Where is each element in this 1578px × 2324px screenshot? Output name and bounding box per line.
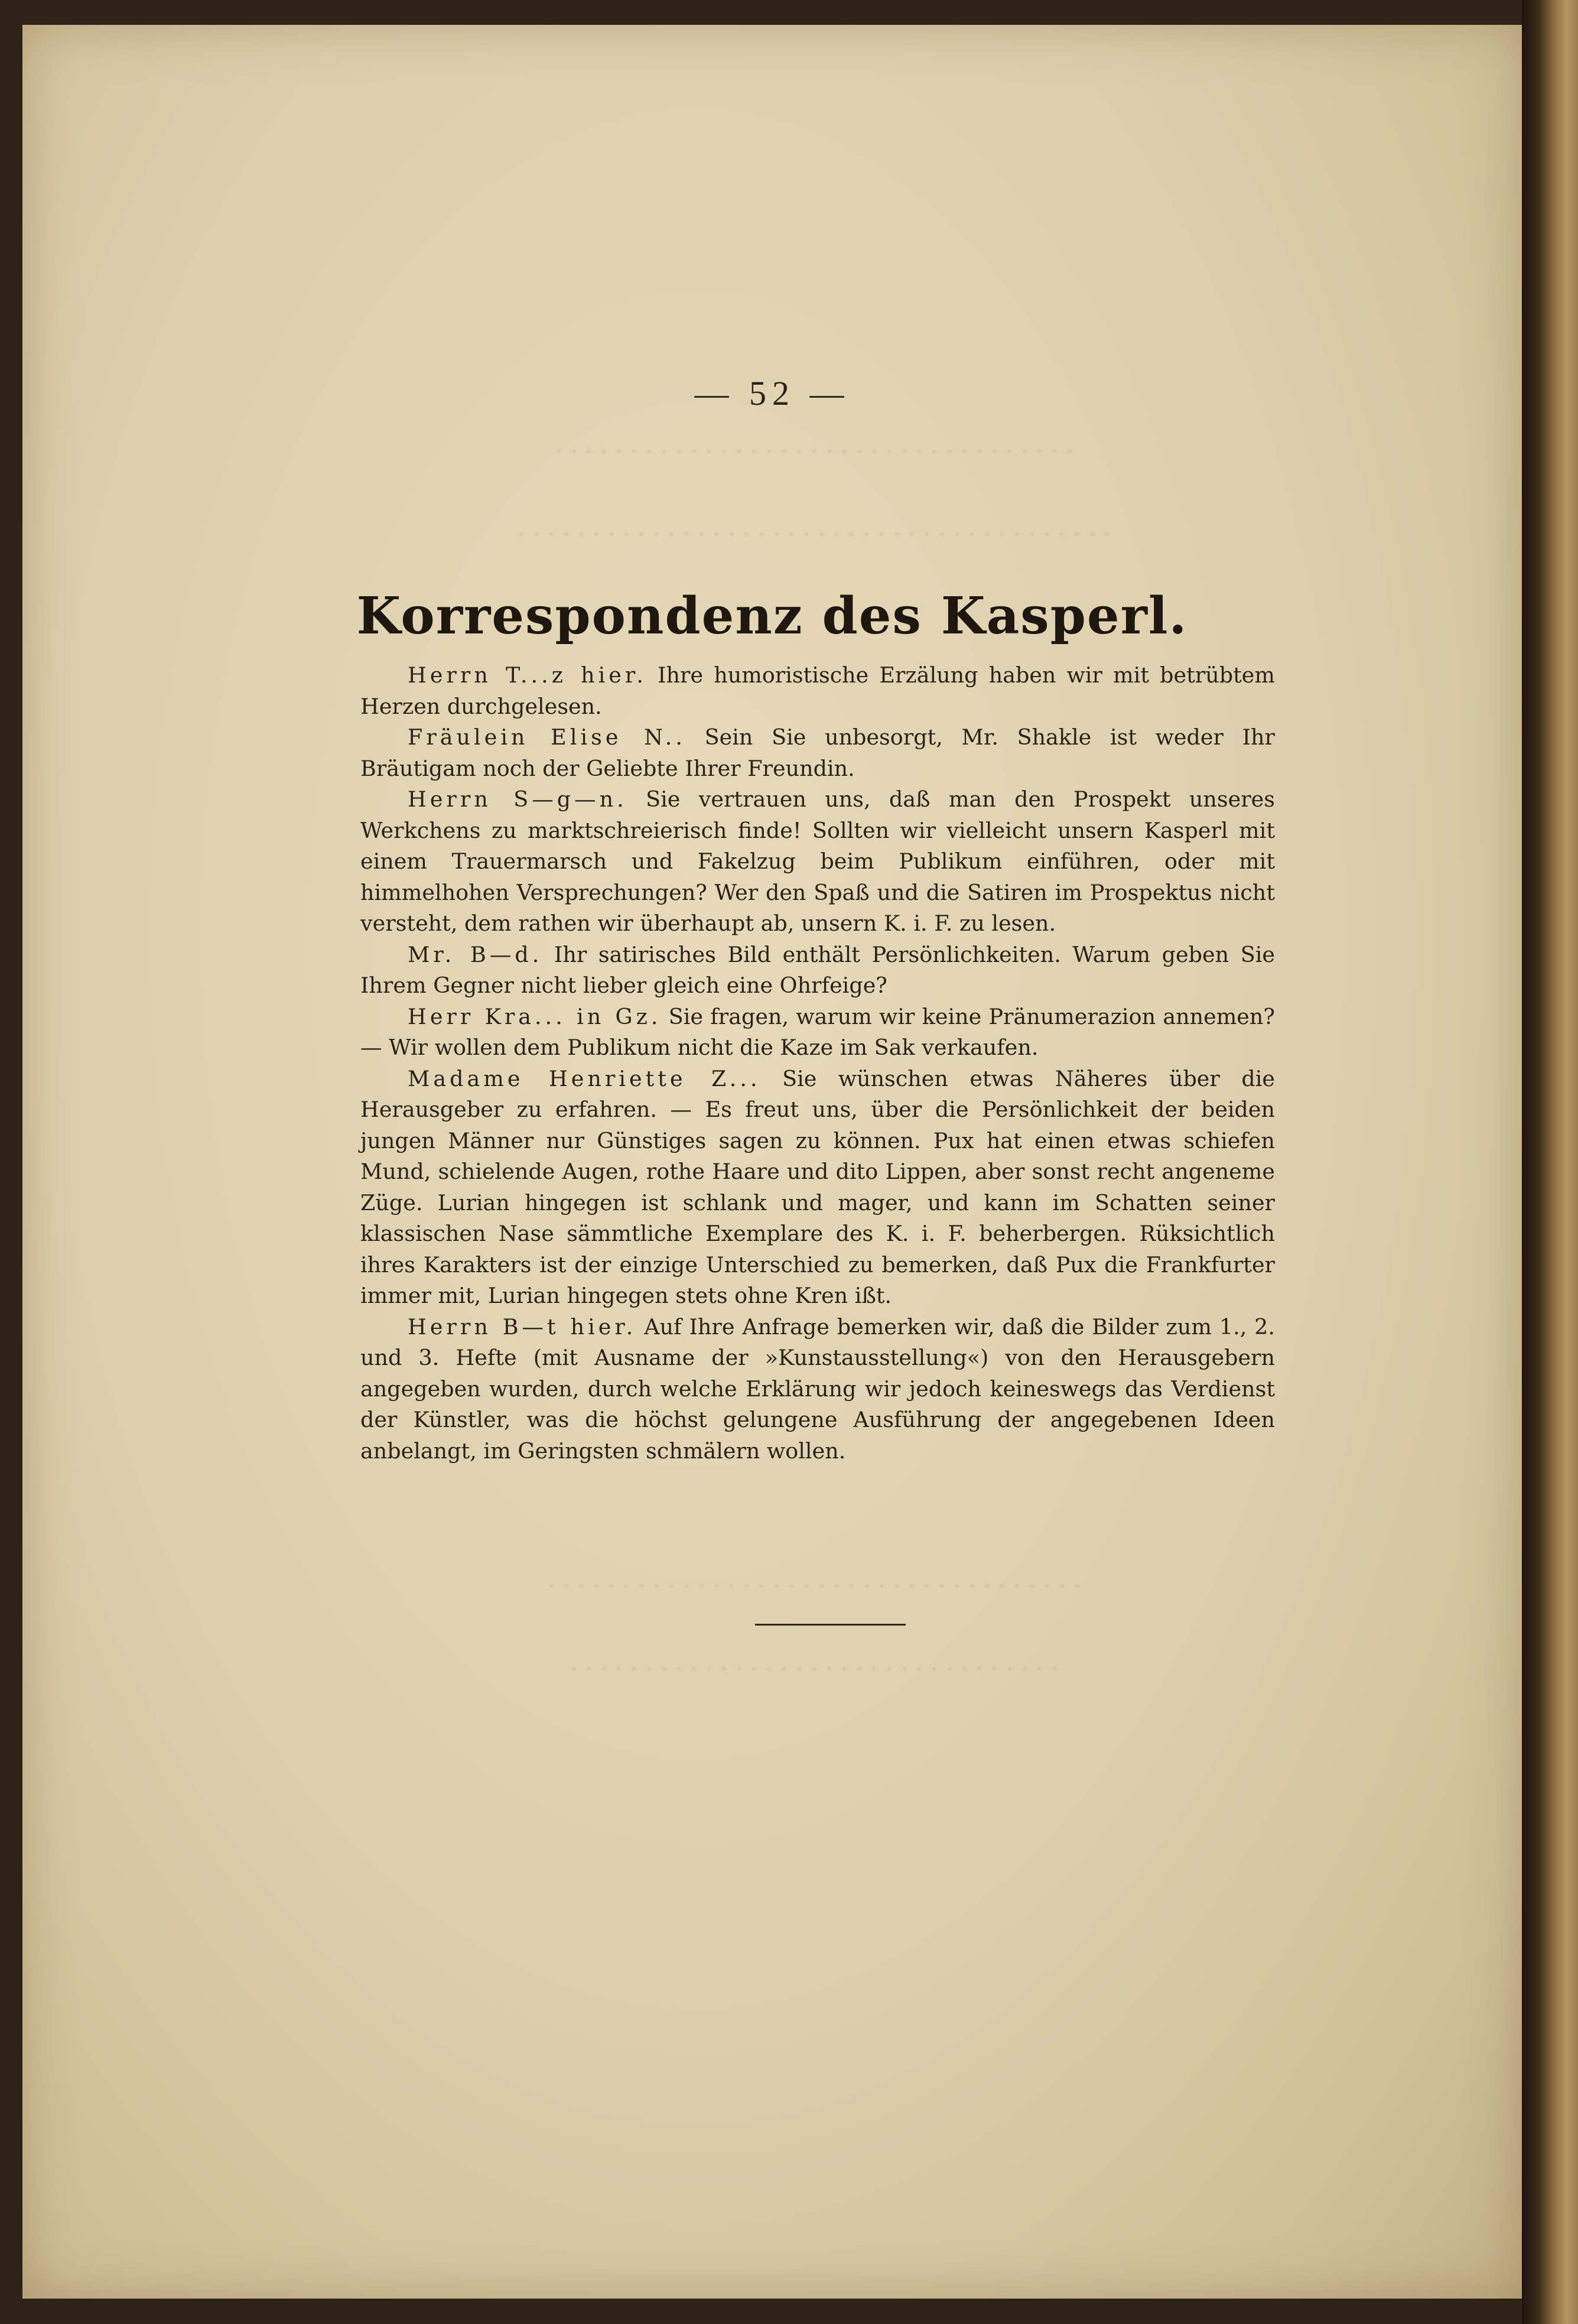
bleed-through-ghost-text: · · · · · · · · · · · · · · · · · · · · · · · · · · · · · · · · ·: [570, 1656, 1059, 1683]
addressee: Madame Henriette Z...: [408, 1065, 761, 1091]
addressee: Herrn T...z hier.: [408, 662, 647, 688]
book-spine-edge: [1522, 0, 1578, 2324]
entry-text: Sein Sie unbesorgt, Mr. Shakle ist weder Ihr Bräutigam noch der Geliebte Ihrer Freundin.: [360, 724, 1275, 781]
addressee: Herrn B—t hier.: [408, 1314, 637, 1340]
entry-text: Ihr satirisches Bild enthält Persönlichkeiten. Warum geben Sie Ihrem Gegner nicht lieber gleich eine Ohrfeige?: [360, 941, 1276, 998]
page-number: — 52 —: [694, 374, 850, 412]
entry-text: Sie wünschen etwas Näheres über die Herausgeber zu erfahren. — Es freut uns, über die Persönlichkeit der beiden jungen Männer nur Günstiges sagen zu können. Pux hat einen etwas schiefen Mund, schielende Augen, rothe Haare und dito Lippen, aber sonst recht angeneme Züge. Lurian hingegen ist schlank und mager, und kann im Schatten seiner klassischen Nase sämmtliche Exemplare des K. i. F. beherbergen. Rüksichtlich ihres Karakters ist der einzige Unterschied zu bemerken, daß Pux die Frankfurter immer mit, Lurian hingegen stets ohne Kren ißt.: [360, 1065, 1275, 1308]
bleed-through-ghost-text: · · · · · · · · · · · · · · · · · · · · · · · · · · · · · · · · · · ·: [555, 438, 1073, 466]
bleed-through-ghost-text: · · · · · · · · · · · · · · · · · · · · · · · · · · · · · · · · · · · ·: [547, 1573, 1081, 1600]
entry-text: Sie vertrauen uns, daß man den Prospekt unseres Werkchens zu marktschreierisch finde! Sollten wir vielleicht unsern Kasperl mit einem Trauermarsch und Fakelzug beim Publikum einführen, oder mit himmelhohen Versprechungen? Wer den Spaß und die Satiren im Prospektus nicht versteht, dem rathen wir überhaupt ab, unsern K. i. F. zu lesen.: [360, 786, 1275, 936]
paper-page: [22, 25, 1522, 2299]
closing-rule: [755, 1624, 906, 1626]
correspondence-entry: [360, 1312, 1275, 1467]
addressee: Herr Kra... in Gz.: [408, 1003, 662, 1029]
entry-text: Sie fragen, warum wir keine Pränumerazion annemen? — Wir wollen dem Publikum nicht die Kaze im Sak verkaufen.: [360, 1003, 1275, 1060]
article-title: Korrespondenz des Kasperl.: [356, 586, 1188, 646]
correspondence-entry: [360, 722, 1275, 784]
addressee: Mr. B—d.: [408, 941, 543, 967]
correspondence-entry: [360, 784, 1275, 940]
correspondence-text: [360, 660, 1275, 1467]
bleed-through-ghost-text: · · · · · · · · · · · · · · · · · · · · · · · · · · · · · · · · · · · · · · · ·: [517, 521, 1111, 548]
addressee: Herrn S—g—n.: [408, 786, 627, 812]
correspondence-entry: [360, 1002, 1275, 1064]
addressee: Fräulein Elise N..: [408, 724, 686, 750]
correspondence-entry: [360, 940, 1275, 1002]
entry-text: Ihre humoristische Erzälung haben wir mit betrübtem Herzen durchgelesen.: [360, 662, 1275, 719]
correspondence-entry: [360, 660, 1275, 722]
correspondence-entry: [360, 1064, 1275, 1312]
entry-text: Auf Ihre Anfrage bemerken wir, daß die Bilder zum 1., 2. und 3. Hefte (mit Ausname der »Kunstausstellung«) von den Herausgebern angegeben wurden, durch welche Erklärung wir jedoch keineswegs das Verdienst der Künstler, was die höchst gelungene Ausführung der angegebenen Ideen anbelangt, im Geringsten schmälern wollen.: [360, 1314, 1275, 1464]
